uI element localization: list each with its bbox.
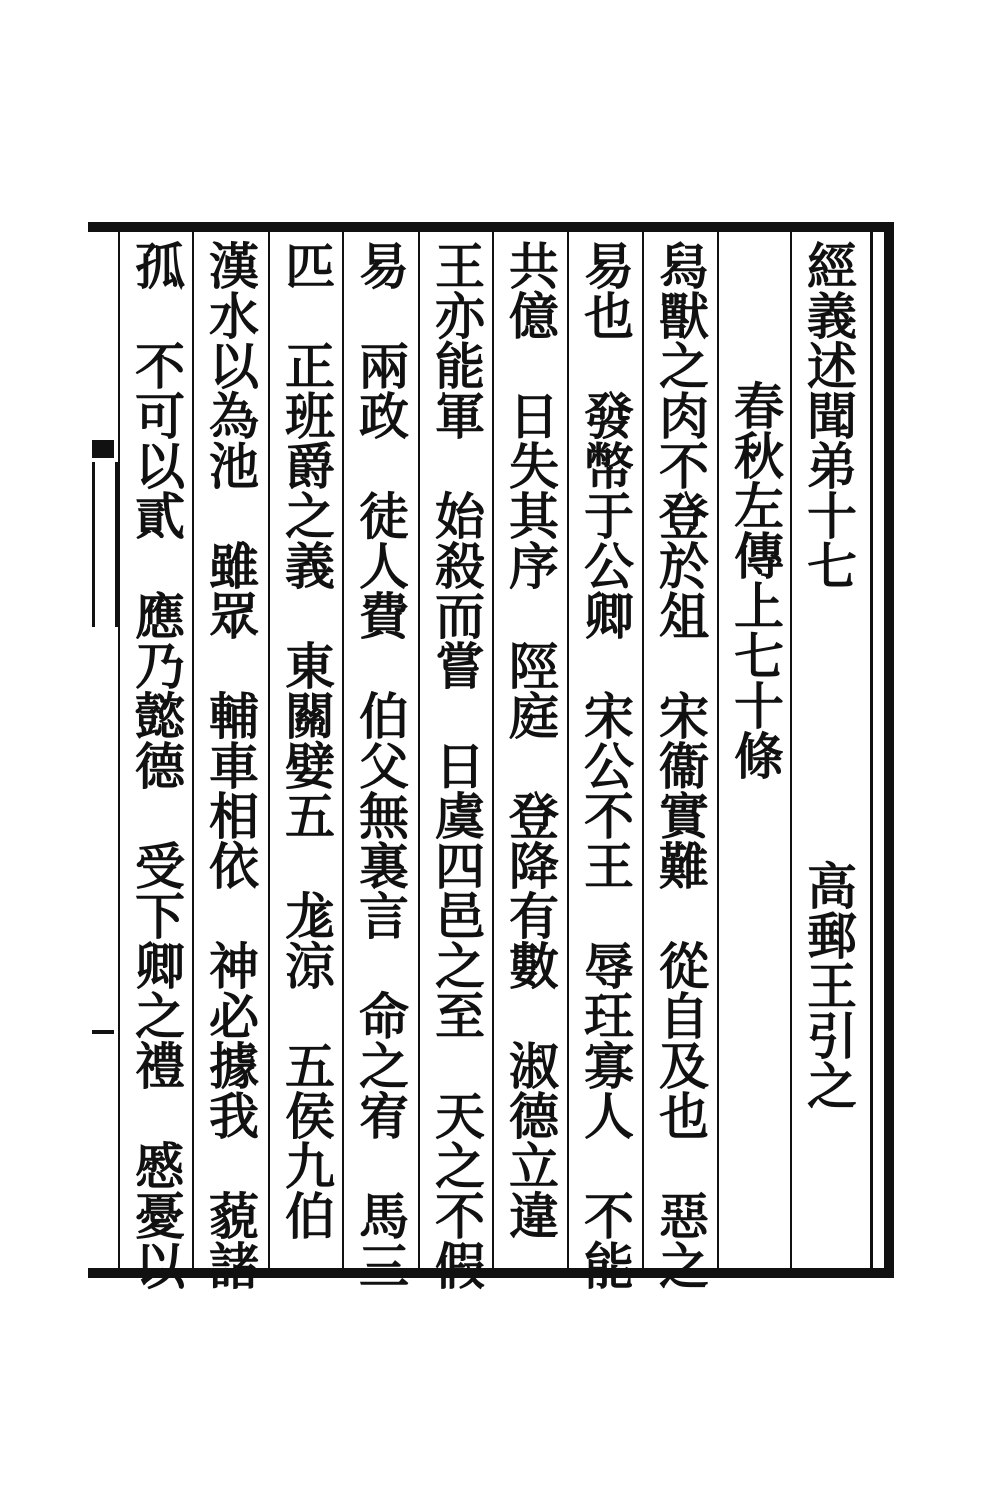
column-divider — [418, 232, 420, 1268]
column-divider — [118, 232, 120, 1268]
column-divider — [492, 232, 494, 1268]
text-column-7: 漢水以為池 雖眾 輔車相依 神必據我 藐諸 — [201, 240, 260, 1290]
column-divider — [790, 232, 792, 1268]
column-divider — [567, 232, 569, 1268]
text-column-5: 易 兩政 徒人費 伯父無裏言 命之宥 馬三 — [351, 240, 410, 1290]
text-column-6: 匹 正班爵之義 東關嬖五 尨涼 五侯九伯 — [277, 240, 336, 1240]
text-column-2: 易也 發幣于公卿 宋公不王 辱玨寡人 不能 — [576, 240, 635, 1290]
text-column-1: 舄獸之肉不登於俎 宋衞實難 從自及也 惡之 — [651, 240, 710, 1290]
text-column-3: 共億 日失其序 陘庭 登降有數 淑德立違 — [501, 240, 560, 1240]
author-line: 高郵王引之 — [799, 860, 858, 1110]
column-divider — [717, 232, 719, 1268]
right-border-inner — [870, 232, 873, 1268]
fold-mark-line — [92, 462, 118, 627]
text-column-4: 王亦能軍 始殺而嘗 日虞四邑之至 天之不假 — [427, 240, 486, 1290]
section-subheading: 春秋左傳上七十條 — [726, 380, 785, 780]
column-divider — [342, 232, 344, 1268]
column-divider — [642, 232, 644, 1268]
right-border-outer — [884, 222, 894, 1278]
top-border — [88, 222, 894, 232]
text-column-8: 孤 不可以貳 應乃懿德 受下卿之禮 慼憂以 — [127, 240, 186, 1290]
column-divider — [268, 232, 270, 1268]
fold-mark-block — [92, 440, 114, 458]
column-divider — [192, 232, 194, 1268]
fold-mark-dash — [92, 1030, 114, 1034]
chapter-heading: 經義述聞弟十七 — [799, 240, 858, 590]
